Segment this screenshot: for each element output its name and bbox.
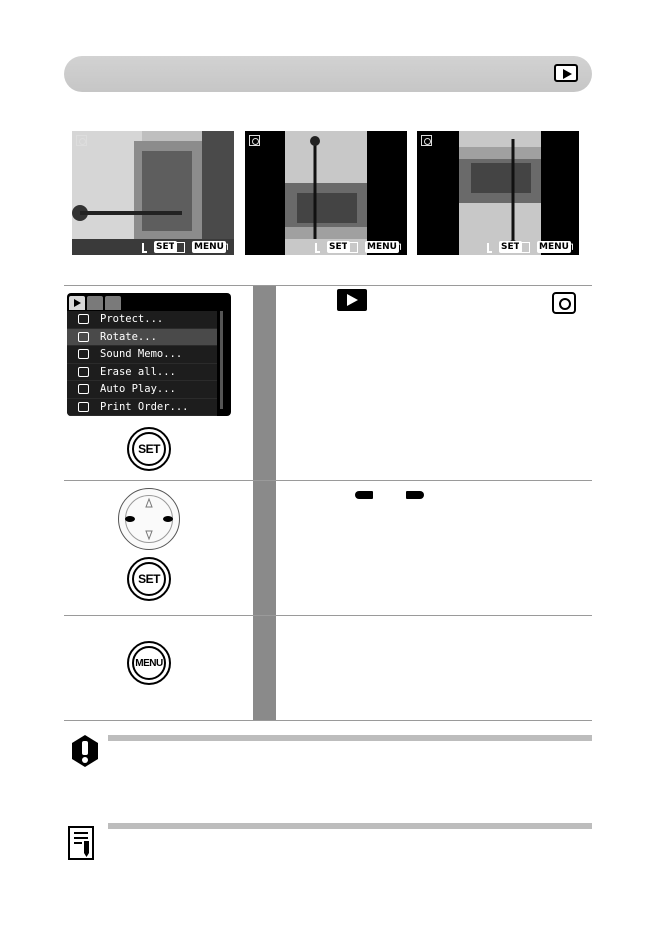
photo-image	[72, 131, 234, 255]
setup-tab-icon	[87, 296, 103, 310]
set-button	[127, 427, 171, 471]
set-label: SET	[156, 242, 175, 252]
my-camera-tab-icon	[105, 296, 121, 310]
caution-icon	[71, 734, 99, 768]
up-down-arrows-icon	[119, 489, 179, 549]
menu-item-label: Rotate...	[100, 330, 157, 343]
set-label: SET	[329, 242, 348, 252]
photo-image	[417, 131, 579, 255]
menu-item-label: Auto Play...	[100, 383, 176, 395]
note-rule	[108, 823, 592, 829]
rotate-icon	[347, 242, 358, 253]
rotate-icon	[519, 242, 530, 253]
preview-normal	[245, 131, 407, 255]
note-icon	[68, 826, 94, 860]
rotate-icon	[174, 242, 185, 253]
divider	[64, 480, 592, 481]
set-button-label: SET	[132, 432, 166, 466]
play-tab-icon	[69, 296, 85, 310]
menu-label: MENU	[194, 242, 224, 252]
auto-play-icon	[78, 384, 89, 394]
menu-tabs	[69, 296, 121, 310]
menu-button-label: MENU	[132, 646, 166, 680]
play-mode-icon	[554, 64, 578, 82]
large-size-icon	[315, 243, 320, 253]
menu-item-print-order	[67, 399, 217, 417]
microphone-icon	[78, 349, 89, 359]
status-bar	[417, 239, 579, 255]
step-3-bar	[253, 616, 276, 720]
menu-item-label: Erase all...	[100, 365, 176, 378]
status-bar	[245, 239, 407, 255]
return-icon: ↰	[221, 240, 231, 253]
rotate-icon	[552, 292, 576, 314]
menu-item-label: Protect...	[100, 313, 164, 325]
pencil-note-icon	[70, 828, 92, 858]
rotate-indicator-icon	[421, 135, 432, 146]
menu-item-erase-all	[67, 364, 217, 382]
menu-list	[67, 311, 217, 416]
large-size-icon	[487, 243, 492, 253]
set-label: SET	[501, 242, 520, 252]
rotate-indicator-icon	[249, 135, 260, 146]
divider	[64, 285, 592, 286]
status-bar	[72, 239, 234, 255]
camera-menu-screen	[67, 293, 231, 416]
menu-button	[127, 641, 171, 685]
menu-item-sound-memo	[67, 346, 217, 364]
preview-rotated-left	[72, 131, 234, 255]
divider	[64, 615, 592, 616]
menu-item-auto-play	[67, 381, 217, 399]
left-arrow-icon	[355, 491, 373, 499]
set-button-label: SET	[132, 562, 166, 596]
return-icon: ↰	[394, 240, 404, 253]
menu-label: MENU	[539, 242, 569, 252]
divider	[64, 720, 592, 721]
play-button-icon	[337, 289, 367, 311]
large-size-icon	[142, 243, 147, 253]
preview-rotated-upside-down	[417, 131, 579, 255]
step-1-bar	[253, 286, 276, 480]
rotate-indicator-icon	[76, 135, 87, 146]
menu-item-rotate	[67, 329, 217, 347]
rotate-icon	[78, 332, 89, 342]
menu-item-label: Print Order...	[100, 400, 189, 413]
menu-label: MENU	[367, 242, 397, 252]
set-button	[127, 557, 171, 601]
photo-image	[245, 131, 407, 255]
control-dial-icon	[118, 488, 180, 550]
menu-item-label: Sound Memo...	[100, 348, 183, 360]
menu-item-protect	[67, 311, 217, 329]
return-icon: ↰	[566, 240, 576, 253]
section-header-bar	[64, 56, 592, 92]
menu-scrollbar	[220, 311, 223, 409]
key-icon	[78, 314, 89, 324]
trash-icon	[78, 367, 89, 377]
step-2-bar	[253, 481, 276, 615]
print-icon	[78, 402, 89, 412]
right-arrow-icon	[406, 491, 424, 499]
caution-rule	[108, 735, 592, 741]
